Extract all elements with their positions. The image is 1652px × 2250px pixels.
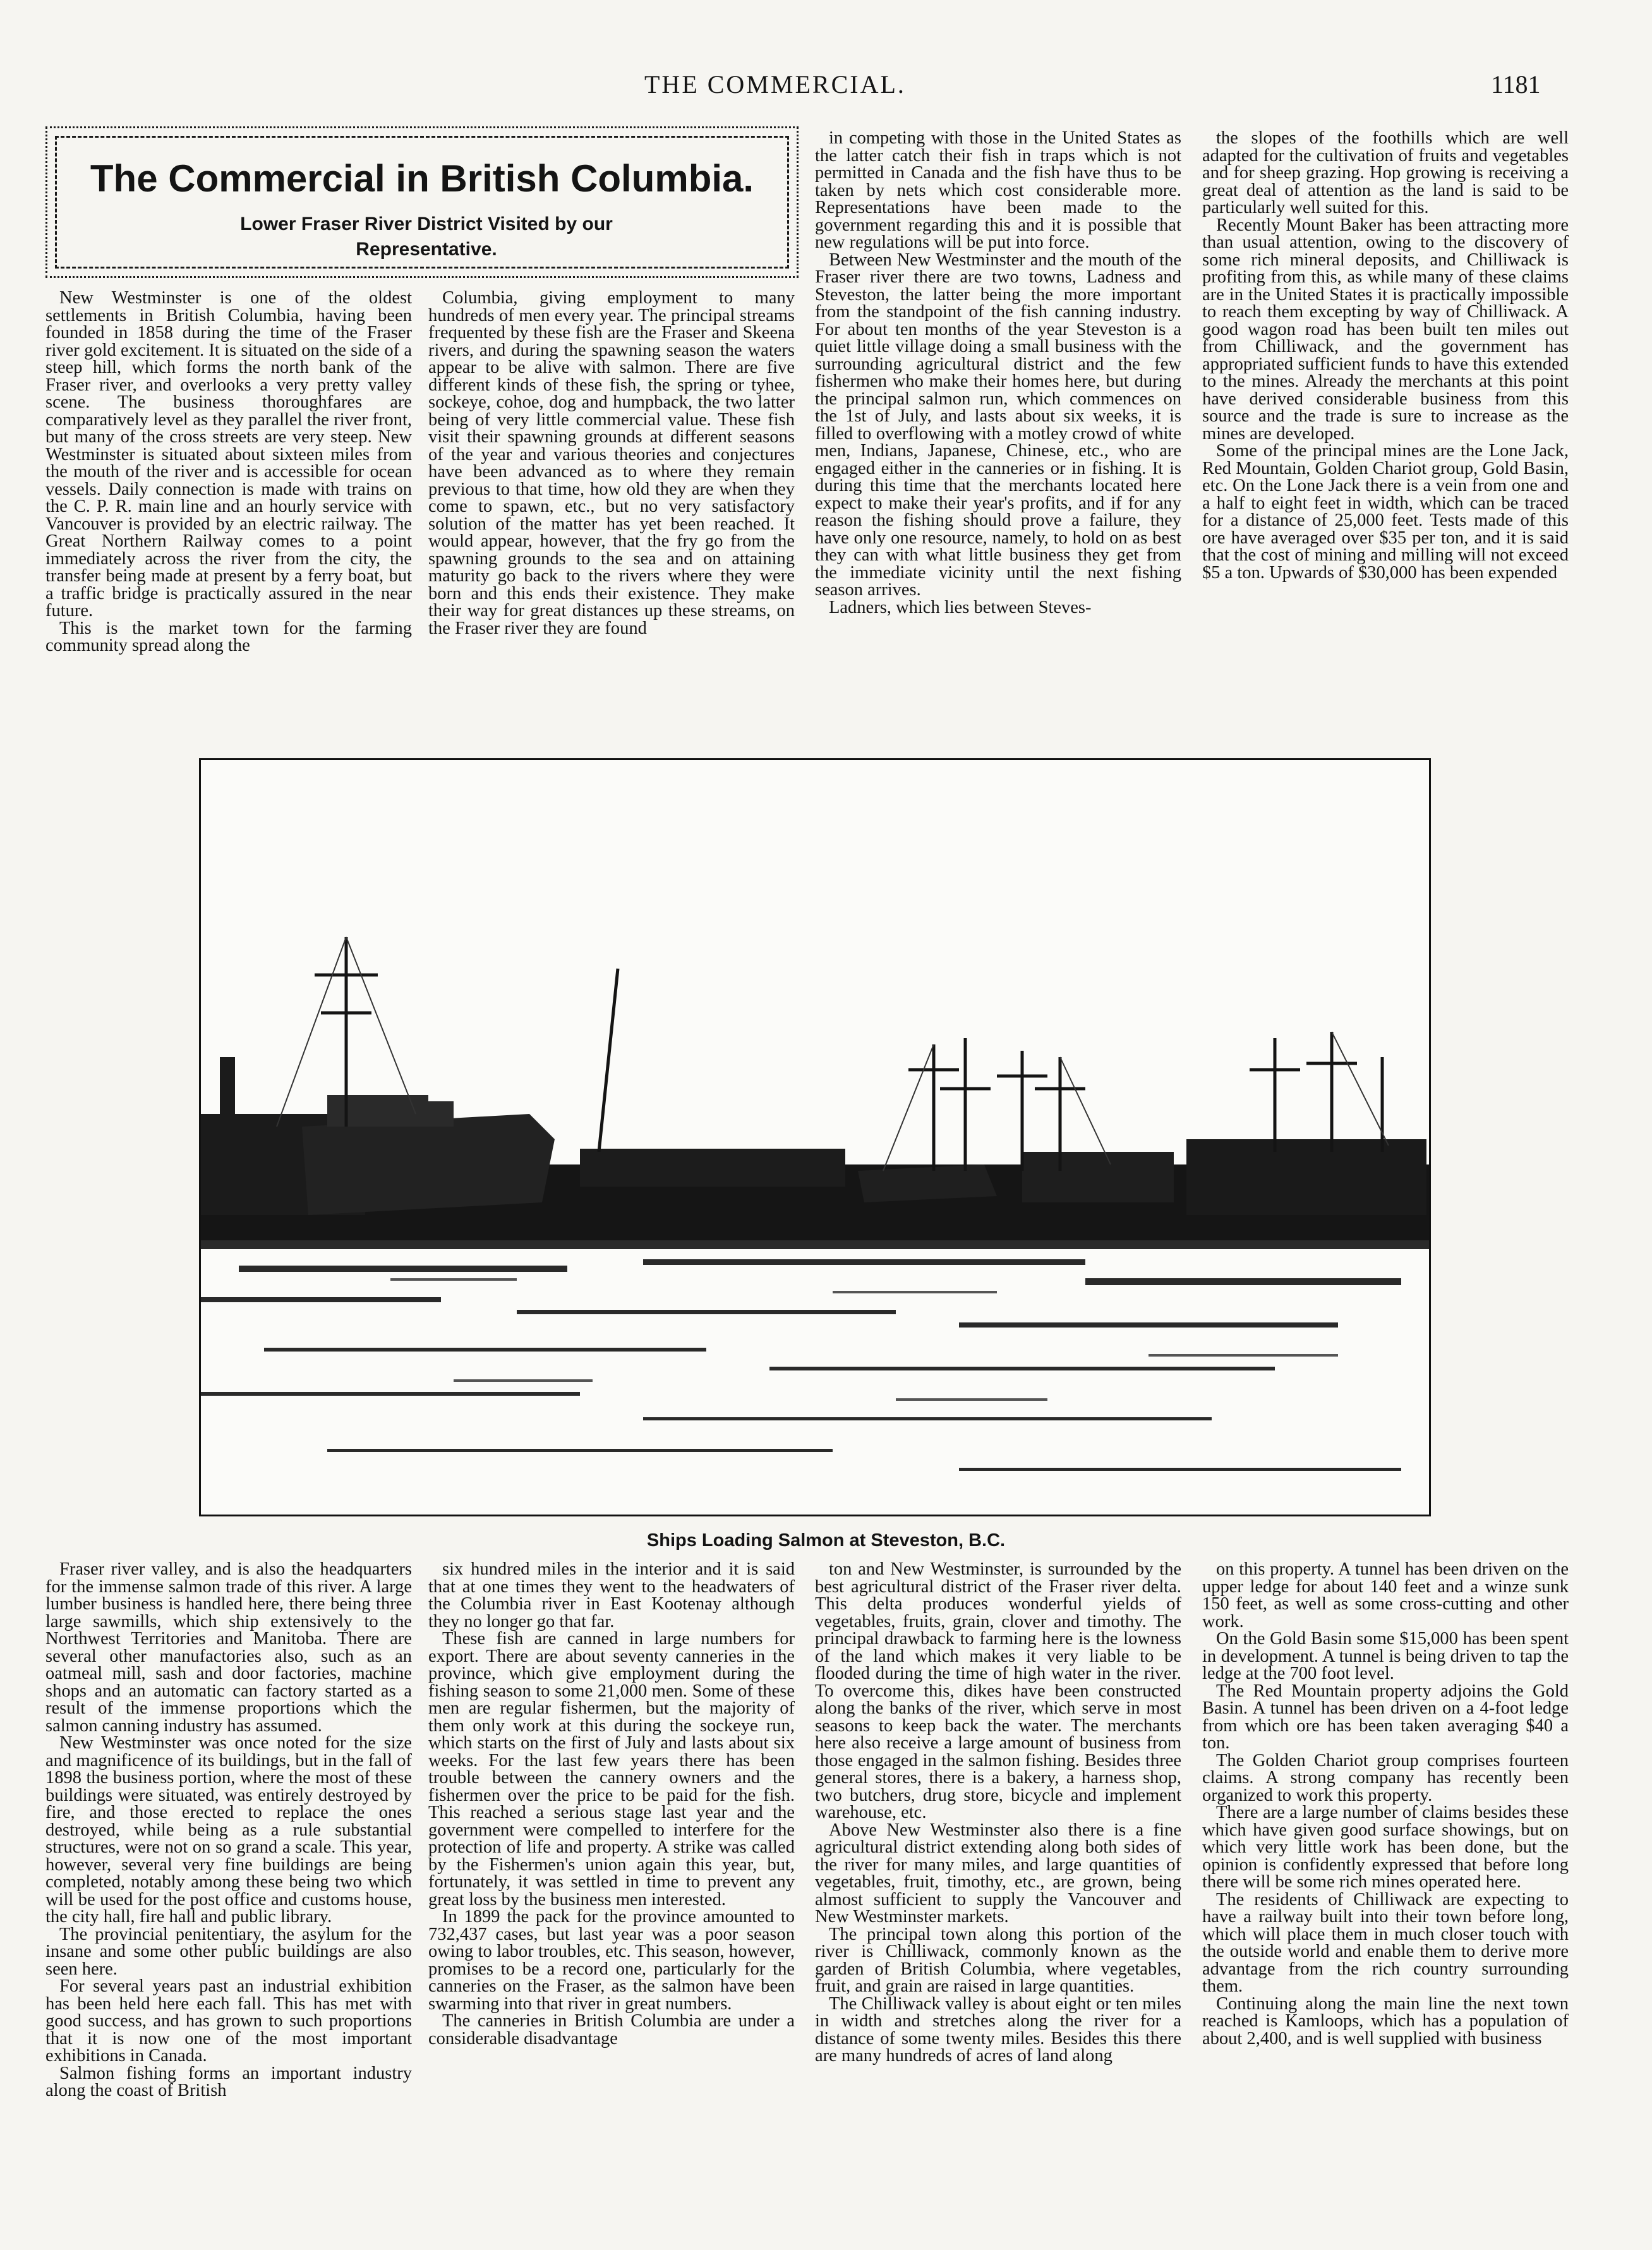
paragraph: The principal town along this portion of the river is Chilliwack, commonly known as the garden of British Columbia, where vegetables, fruit, and grain are raised in large quantities. bbox=[815, 1924, 1181, 1996]
paragraph: Some of the principal mines are the Lone Jack, Red Mountain, Golden Chariot group, Gold Basin, etc. On the Lone Jack there is a vein from one and a half to eight feet in width, which can be traced for a distance of 25,000 feet. Tests made of this ore have averaged over $35 per ton, and it is said that the cost of mining and milling will not exceed $5 a ton. Upwards of $30,000 has been expended bbox=[1202, 441, 1569, 583]
paragraph: These fish are canned in large numbers for export. There are about seventy canneries in the province, which give employment during the fishing season to some 21,000 men. Some of these men are regular fishermen, but the majority of them only work at this during the sockeye run, which starts on the first of July and lasts about six weeks. For the last few years there has been trouble between the cannery owners and the fishermen over the price to be paid for the fish. This reached a serious stage last year and the government were compelled to interfere for the protection of life and property. A strike was called by the Fishermen's union again this year, but, fortunately, it was settled in time to prevent any great loss by the business men interested. bbox=[428, 1629, 795, 1909]
paragraph: The Red Mountain property adjoins the Gold Basin. A tunnel has been driven on a 4-foot ledge from which ore has been taken averaging $40 a ton. bbox=[1202, 1681, 1569, 1753]
paragraph: Ladners, which lies between Steves- bbox=[829, 597, 1092, 617]
article-header-box bbox=[45, 126, 799, 278]
column-1 bbox=[45, 289, 412, 725]
paragraph: For several years past an industrial exhibition has been held here each fall. This has met with good success, and has grown to such proportions that it is now one of the most important exhibitions in Canada. bbox=[45, 1976, 412, 2066]
paragraph: in competing with those in the United States as the latter catch their fish in traps which is not permitted in Canada and the fish have thus to be taken by nets which cost considerable more. Representations have been made to the government regarding this and it is possible that new regulations will be put into force. bbox=[815, 130, 1181, 252]
running-title: THE COMMERCIAL. bbox=[644, 70, 906, 99]
paragraph: This is the market town for the farming community spread along the bbox=[45, 618, 412, 655]
column-7 bbox=[815, 1561, 1181, 2230]
column-2 bbox=[428, 289, 795, 725]
paragraph: In 1899 the pack for the province amounted to 732,437 cases, but last year was a poor season owing to labor troubles, etc. This season, however, promises to be a record one, particularly for the canneries on the Fraser, as the salmon have been swarming into that river in great numbers. bbox=[428, 1907, 795, 2014]
paragraph: The residents of Chilliwack are expecting to have a railway built into their town before long, which will place them in much closer touch with the outside world and enable them to derive more advantage from the rich country surrounding them. bbox=[1202, 1889, 1569, 1996]
paragraph: ton and New Westminster, is surrounded by the best agricultural district of the Fraser river delta. This delta produces wonderful yields of vegetables, fruits, grain, clover and timothy. The principal drawback to farming here is the lowness of the land which makes it very liable to be flooded during the time of high water in the river. To overcome this, dikes have been constructed along the banks of the river, which serve in most seasons to keep back the water. The merchants here also receive a large amount of business from those engaged in the salmon fishing. Besides three general stores, there is a bakery, a harness shop, two butchers, drug store, bicycle and implement warehouse, etc. bbox=[815, 1561, 1181, 1822]
paragraph: The canneries in British Columbia are under a considerable disadvantage bbox=[428, 2011, 795, 2048]
paragraph: Between New Westminster and the mouth of the Fraser river there are two towns, Ladness and Steveston, the latter being the more important from the standpoint of the fish canning industry. For about ten months of the year Steveston is a quiet little village doing a small business with the surrounding agricultural district and the few fishermen who make their homes here, but during the principal salmon run, which commences on the 1st of July, and lasts about six weeks, it is filled to overflowing with a motley crowd of white men, Indians, Japanese, Chinese, etc., who are engaged either in the canneries or in fishing. It is during this time that the merchants located here expect to make their year's profits, and if for any reason the fishing should prove a failure, they have only one resource, namely, to hold on as best they can with what little business they get from the immediate vicinity until the next fishing season arrives. bbox=[815, 250, 1181, 600]
paragraph: New Westminster is one of the oldest settlements in British Columbia, having been founded in 1858 during the time of the Fraser river gold excitement. It is situated on the side of a steep hill, which forms the north bank of the Fraser river, and overlooks a very pretty valley scene. The business thoroughfares are comparatively level as they parallel the river front, but many of the cross streets are very steep. New Westminster is situated about sixteen miles from the mouth of the river and is accessible for ocean vessels. Daily connection is made with trains on the C. P. R. main line and an hourly service with Vancouver is provided by an electric railway. The Great Northern Railway comes to a point immediately across the river from the city, the transfer being made at present by a ferry boat, but a traffic bridge is practically assured in the near future. bbox=[45, 289, 412, 620]
running-head bbox=[0, 57, 1652, 107]
paragraph: Salmon fishing forms an important industry along the coast of British bbox=[45, 2063, 412, 2100]
paragraph: The Golden Chariot group comprises fourteen claims. A strong company has recently been organized to work this property. bbox=[1202, 1750, 1569, 1805]
paragraph: New Westminster was once noted for the size and magnificence of its buildings, but in the fall of 1898 the business portion, where the most of these buildings were situated, was entirely destroyed by fire, and those erected to replace the ones destroyed, while being as a rule substantial structures, were not on so grand a scale. This year, however, several very fine buildings are being completed, notably among these being two which will be used for the post office and customs house, the city hall, fire hall and public library. bbox=[45, 1733, 412, 1926]
page-number: 1181 bbox=[1491, 70, 1541, 99]
paragraph: On the Gold Basin some $15,000 has been spent in development. A tunnel is being driven to tap the ledge at the 700 foot level. bbox=[1202, 1629, 1569, 1683]
article-subtitle: Lower Fraser River District Visited by our Representative. bbox=[240, 214, 613, 260]
paragraph: the slopes of the foothills which are well adapted for the cultivation of fruits and vegetables and for sheep grazing. Hop growing is receiving a great deal of attention as the land is said to be particularly well suited for this. bbox=[1202, 130, 1569, 217]
paragraph: There are a large number of claims besides these which have given good surface showings, but on which very little work has been done, but the opinion is confidently expressed that before long there will be some rich mines operated here. bbox=[1202, 1803, 1569, 1892]
paragraph: The provincial penitentiary, the asylum for the insane and some other public buildings are also seen here. bbox=[45, 1924, 412, 1979]
paragraph: Columbia, giving employment to many hundreds of men every year. The principal streams frequented by these fish are the Fraser and Skeena rivers, and during the spawning season the waters appear to be alive with salmon. There are five different kinds of these fish, the spring or tyhee, sockeye, cohoe, dog and humpback, the two latter being of very little commercial value. These fish visit their spawning grounds at different seasons of the year and various theories and conjectures have been advanced as to where they remain previous to that time, how old they are when they come to spawn, etc., but no very satisfactory solution of the matter has yet been reached. It would appear, however, that the fry go from the spawning grounds to the sea and on attaining maturity go back to the rivers where they were born and this ends their existence. They make their way for great distances up these streams, on the Fraser river they are found bbox=[428, 289, 795, 638]
column-5 bbox=[45, 1561, 412, 2230]
paragraph: Continuing along the main line the next town reached is Kamloops, which has a population of about 2,400, and is well supplied with business bbox=[1202, 1993, 1569, 2048]
paragraph: The Chilliwack valley is about eight or ten miles in width and stretches along the river for a distance of some twenty miles. Besides this there are many hundreds of acres of land along bbox=[815, 1993, 1181, 2066]
paragraph: on this property. A tunnel has been driven on the upper ledge for about 140 feet and a winze sunk 150 feet, as well as some cross-cutting and other work. bbox=[1202, 1561, 1569, 1631]
column-6 bbox=[428, 1561, 795, 2230]
photo-caption: Ships Loading Salmon at Steveston, B.C. bbox=[646, 1530, 1006, 1551]
column-3 bbox=[815, 130, 1181, 727]
paragraph: Recently Mount Baker has been attracting more than usual attention, owing to the discovery of some rich mineral deposits, and Chilliwack is profiting from this, as while many of these claims are in the United States it is practically impossible to reach them excepting by way of Chilliwack. A good wagon road has been built ten miles out from Chilliwack, and the government has appropriated sufficient funds to have this extended to the mines. Already the merchants at this point have derived considerable business from this source and the trade is sure to increase as the mines are developed. bbox=[1202, 215, 1569, 444]
paragraph: six hundred miles in the interior and it is said that at one times they went to the headwaters of the Columbia river in East Kootenay although they no longer go that far. bbox=[428, 1561, 795, 1631]
column-8 bbox=[1202, 1561, 1569, 2230]
paragraph: Fraser river valley, and is also the headquarters for the immense salmon trade of this river. A large lumber business is handled here, there being three large sawmills, which ship extensively to the Northwest Territories and Manitoba. There are several other manufactories also, such as an oatmeal mill, sash and door factories, machine shops and an automatic can factory started as a result of the immense proportions which the salmon canning industry has assumed. bbox=[45, 1561, 412, 1736]
article-title: The Commercial in British Columbia. bbox=[90, 157, 754, 200]
harbour-photo bbox=[199, 758, 1431, 1516]
paragraph: Above New Westminster also there is a fine agricultural district extending along both sides of the river for many miles, and large quantities of vegetables, fruit, timothy, etc., are grown, being almost sufficient to supply the Vancouver and New Westminster markets. bbox=[815, 1820, 1181, 1926]
column-4 bbox=[1202, 130, 1569, 727]
